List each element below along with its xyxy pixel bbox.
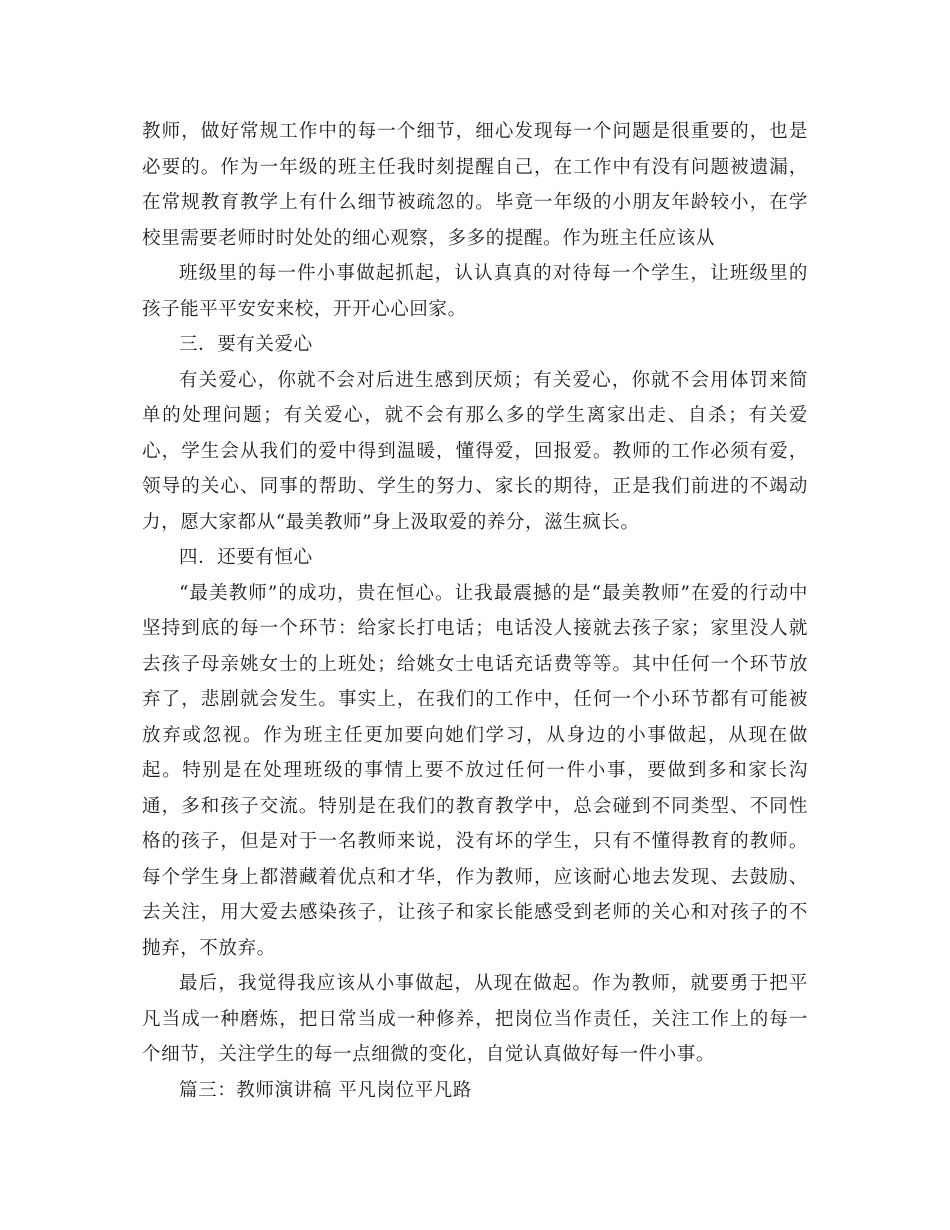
section-heading-4: 四．还要有恒心	[179, 547, 313, 568]
document-body	[142, 114, 808, 1108]
section-heading-3: 三．要有关爱心	[179, 334, 313, 355]
paragraph-4: “最美教师”的成功，贵在恒心。让我最震撼的是“最美教师”在爱的行动中坚持到底的每一个环节：给家长打电话；电话没人接就去孩子家；家里没人就去孩子母亲姚女士的上班处；给姚女士电话充话费等等。其中任何一个环节放弃了，悲剧就会发生。事实上，在我们的工作中，任何一个小环节都有可能被放弃或忽视。作为班主任更加要向她们学习，从身边的小事做起，从现在做起。特别是在处理班级的事情上要不放过任何一件小事，要做到多和家长沟通，多和孩子交流。特别是在我们的教育教学中，总会碰到不同类型、不同性格的孩子，但是对于一名教师来说，没有坏的学生，只有不懂得教育的教师。每个学生身上都潜藏着优点和才华，作为教师，应该耐心地去发现、去鼓励、去关注，用大爱去感染孩子，让孩子和家长能感受到老师的关心和对孩子的不抛弃，不放弃。	[142, 582, 808, 959]
paragraph-1: 教师，做好常规工作中的每一个细节，细心发现每一个问题是很重要的，也是必要的。作为一年级的班主任我时刻提醒自己，在工作中有没有问题被遗漏，在常规教育教学上有什么细节被疏忽的。毕竟一年级的小朋友年龄较小，在学校里需要老师时时处处的细心观察，多多的提醒。作为班主任应该从	[142, 121, 808, 249]
paragraph-5: 最后，我觉得我应该从小事做起，从现在做起。作为教师，就要勇于把平凡当成一种磨炼，把日常当成一种修养，把岗位当作责任，关注工作上的每一个细节，关注学生的每一点细微的变化，自觉认真做好每一件小事。	[142, 973, 808, 1065]
article-title-part-3: 篇三：教师演讲稿 平凡岗位平凡路	[179, 1079, 472, 1101]
paragraph-3: 有关爱心，你就不会对后进生感到厌烦；有关爱心，你就不会用体罚来简单的处理问题；有关爱心，就不会有那么多的学生离家出走、自杀；有关爱心，学生会从我们的爱中得到温暖，懂得爱，回报爱。教师的工作必须有爱，领导的关心、同事的帮助、学生的努力、家长的期待，正是我们前进的不竭动力，愿大家都从“最美教师”身上汲取爱的养分，滋生疯长。	[142, 369, 808, 533]
paragraph-2: 班级里的每一件小事做起抓起，认认真真的对待每一个学生，让班级里的孩子能平平安安来校，开开心心回家。	[142, 263, 808, 320]
